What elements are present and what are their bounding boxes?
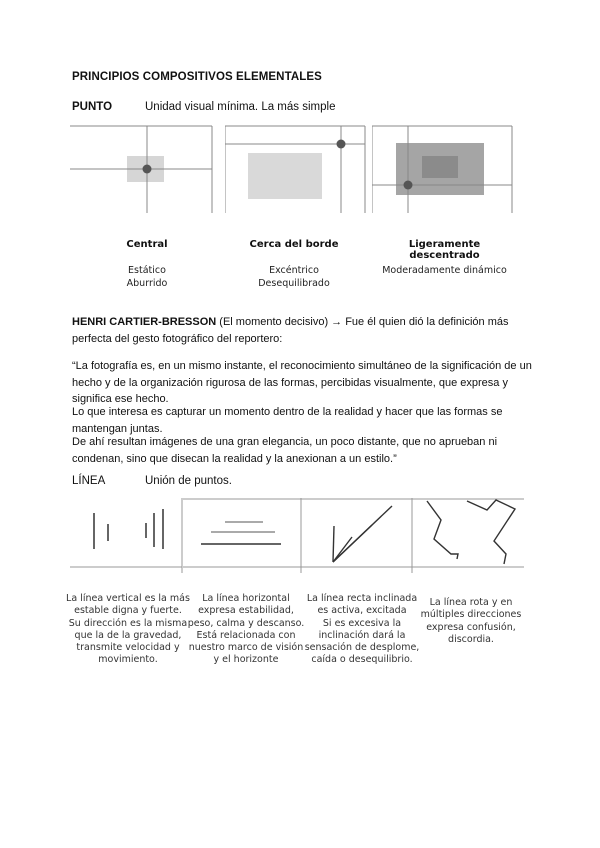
caption-vertical-line: Su dirección es la misma (68, 617, 188, 629)
caption-borde-title: Cerca del borde (249, 239, 339, 250)
caption-rota-line: discordia. (448, 633, 494, 645)
caption-vertical-line: movimiento. (98, 654, 158, 666)
caption-vertical-line: que la de la gravedad, (74, 629, 182, 641)
hcb-quote-3: De ahí resultan imágenes de una gran elegancia, un poco distante, que no aprueban ni condenan, sino que disecan la realidad y la anexionan a un estilo.” (72, 436, 498, 465)
caption-inclinada-line: Si es excesiva la (322, 617, 402, 629)
caption-central-title: Central (126, 239, 168, 250)
caption-borde-line-1: Excéntrico (269, 265, 319, 276)
hcb-quote-2: Lo que interesa es capturar un momento dentro de la realidad y hacer que las formas se mantengan juntas. (72, 406, 503, 435)
punto-description: Unidad visual mínima. La más simple (145, 101, 336, 113)
linea-description: Unión de puntos. (145, 475, 232, 487)
page-title: PRINCIPIOS COMPOSITIVOS ELEMENTALES (72, 71, 322, 83)
caption-rota-line: La línea rota y en (429, 597, 513, 608)
caption-horizontal-line: peso, calma y descanso. (187, 617, 305, 629)
linea-inclinada-diagram (300, 498, 415, 573)
caption-vertical-line: estable digna y fuerte. (74, 605, 182, 617)
caption-inclinada-line: La línea recta inclinada (306, 593, 418, 604)
caption-inclinada-line: sensación de desplome, (304, 642, 420, 654)
hcb-intro (72, 314, 532, 347)
caption-horizontal-line: La línea horizontal (202, 593, 290, 604)
caption-descentrado-title: Ligeramente descentrado (408, 239, 481, 261)
caption-borde-line-2: Desequilibrado (258, 278, 330, 289)
linea-vertical-diagram (70, 498, 185, 573)
caption-horizontal-line: nuestro marco de visión (188, 642, 304, 654)
caption-horizontal-line: y el horizonte (213, 654, 279, 666)
linea-heading: LÍNEA (72, 475, 106, 487)
caption-inclinada-line: es activa, excitada (317, 605, 407, 617)
caption-horizontal-line: Está relacionada con (196, 629, 296, 641)
caption-central-line-1: Estático (128, 265, 166, 276)
caption-vertical-line: transmite velocidad y (76, 642, 180, 654)
caption-horizontal (184, 593, 308, 667)
punto-descentrado-diagram (372, 123, 517, 213)
linea-rota-diagram (412, 498, 527, 573)
caption-central-line-2: Aburrido (126, 278, 168, 289)
caption-horizontal-line: expresa estabilidad, (198, 605, 294, 617)
punto-central-diagram (70, 123, 220, 213)
hcb-intro-text: (El momento decisivo) → Fue él quien dió la definición más perfecta del gesto fotográfico del reportero: (72, 316, 509, 345)
caption-descentrado-line-1: Moderadamente dinámico (382, 265, 507, 276)
linea-horizontal-diagram (183, 498, 303, 573)
caption-inclinada-line: caída o desequilibrio. (311, 654, 413, 666)
caption-inclinada (300, 593, 424, 667)
caption-rota-line: expresa confusión, (426, 621, 516, 633)
punto-heading: PUNTO (72, 101, 113, 113)
caption-inclinada-line: inclinación dará la (318, 629, 406, 641)
caption-rota-line: múltiples direcciones (420, 609, 522, 621)
hcb-quote-1: “La fotografía es, en un mismo instante, el reconocimiento simultáneo de la significación de un hecho y de la organización rigurosa de las formas, percibidas visualmente, que expresa y significa ese hecho. (72, 360, 532, 405)
hcb-name: HENRI CARTIER-BRESSON (72, 316, 217, 328)
caption-rota (412, 597, 530, 646)
caption-vertical-line: La línea vertical es la más (66, 593, 190, 604)
caption-vertical (66, 593, 190, 667)
punto-borde-diagram (225, 123, 375, 213)
